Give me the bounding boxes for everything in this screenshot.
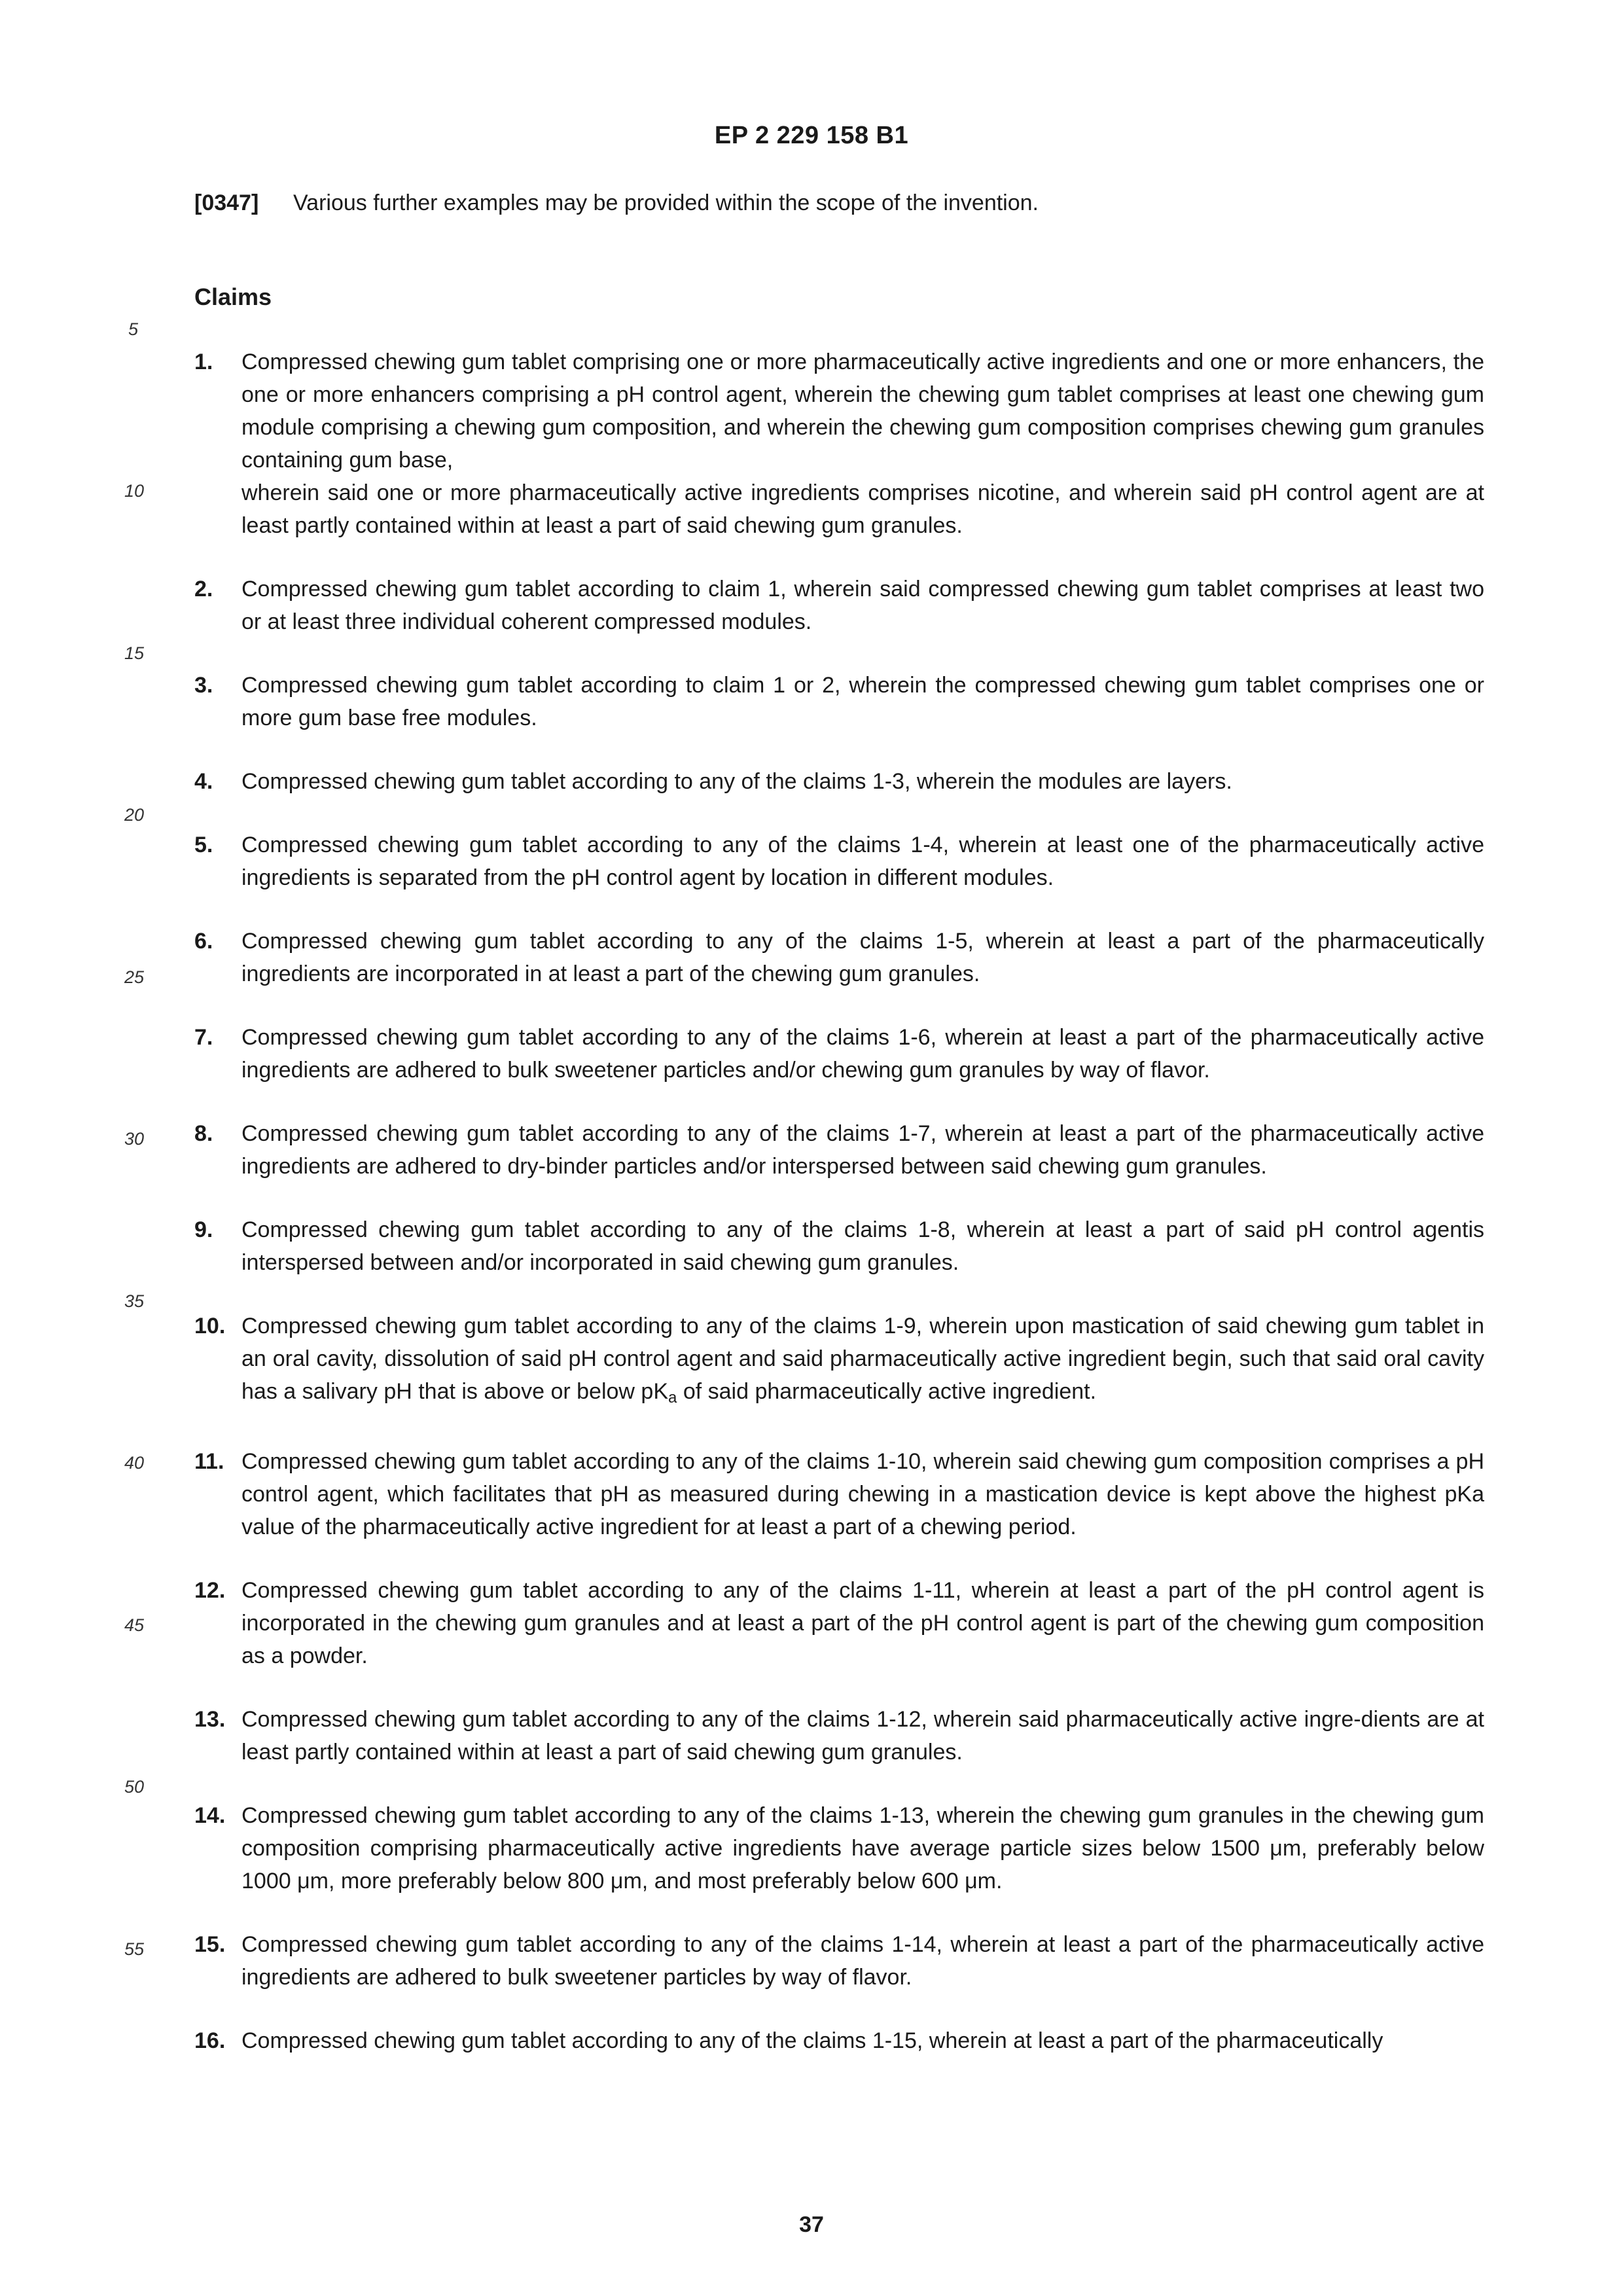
claim-item [194, 1445, 1484, 1543]
line-number: 10 [124, 481, 145, 501]
document-number-header: EP 2 229 158 B1 [714, 122, 909, 149]
line-number: 40 [124, 1453, 145, 1473]
subscript-a: a [668, 1389, 677, 1407]
claims-heading: Claims [194, 283, 272, 310]
line-number: 15 [124, 643, 145, 663]
claim-item [194, 1928, 1484, 1994]
claim-text: Compressed chewing gum tablet according to claim 1 or 2, wherein the compressed chewing gum tablet comprises one or more gum base free modules. [241, 673, 1484, 730]
claim-text: Compressed chewing gum tablet according to claim 1, wherein said compressed chewing gum tablet comprises at least two or at least three individual coherent compressed modules. [241, 577, 1484, 634]
claim-number: 6. [194, 929, 213, 954]
claim-item [194, 829, 1484, 894]
claim-text: Compressed chewing gum tablet according to any of the claims 1-15, wherein at least a part of the pharmaceutically [241, 2028, 1383, 2053]
claim-number: 2. [194, 577, 213, 601]
claim-text: Compressed chewing gum tablet according to any of the claims 1-4, wherein at least one of the pharmaceutically active ingredients is separated from the pH control agent by location in different modules. [241, 833, 1484, 890]
claim-number: 12. [194, 1578, 226, 1603]
claim-text: Compressed chewing gum tablet according to any of the claims 1-12, wherein said pharmaceutically active ingre-dients are at least partly contained within at least a part of said chewing gum granules. [241, 1707, 1484, 1765]
claim-number: 16. [194, 2028, 226, 2053]
claim-text: Compressed chewing gum tablet according to any of the claims 1-11, wherein at least a part of the pH control agent is incorporated in the chewing gum granules and at least a part of the pH control agent is part of the chewing gum composition as a powder. [241, 1578, 1484, 1668]
claim-item [194, 1117, 1484, 1183]
claim-number: 1. [194, 350, 213, 374]
claim-item [194, 1213, 1484, 1279]
line-number: 25 [124, 967, 145, 987]
claim-number: 5. [194, 833, 213, 857]
claim-number: 13. [194, 1707, 226, 1732]
claim-item [194, 346, 1484, 542]
claim-text: Compressed chewing gum tablet according to any of the claims 1-7, wherein at least a part of the pharmaceutically active ingredients are adhered to dry-binder particles and/or interspersed between said chewing gum granules. [241, 1121, 1484, 1179]
paragraph-number: [0347] [194, 190, 259, 215]
claim-item [194, 1799, 1484, 1897]
claim-number: 4. [194, 769, 213, 794]
claim-number: 9. [194, 1217, 213, 1242]
claim-number: 3. [194, 673, 213, 698]
line-number: 35 [124, 1291, 145, 1311]
paragraph-text: Various further examples may be provided within the scope of the invention. [293, 190, 1039, 215]
line-number: 30 [124, 1129, 145, 1149]
claim-item [194, 2024, 1484, 2057]
claim-text-after: of said pharmaceutically active ingredient. [677, 1379, 1097, 1404]
claim-text: Compressed chewing gum tablet according to any of the claims 1-5, wherein at least a part of the pharmaceutically ingredients are incorporated in at least a part of the chewing gum granules. [241, 929, 1484, 986]
claim-number: 15. [194, 1932, 226, 1957]
paragraph-0347 [194, 187, 1484, 219]
claim-number: 10. [194, 1314, 226, 1338]
claim-text [241, 1310, 1484, 1414]
claim-item [194, 1703, 1484, 1768]
claim-text: Compressed chewing gum tablet according to any of the claims 1-8, wherein at least a part of said pH control agentis interspersed between and/or incorporated in said chewing gum granules. [241, 1217, 1484, 1275]
claim-number: 11. [194, 1449, 224, 1474]
line-number: 45 [124, 1615, 145, 1635]
claim-item [194, 1310, 1484, 1414]
claim-number: 7. [194, 1025, 213, 1050]
claim-text: Compressed chewing gum tablet according to any of the claims 1-10, wherein said chewing gum composition comprises a pH control agent, which facilitates that pH as measured during chewing in a mastication device is kept above the highest pKa value of the pharmaceutically active ingredient for at least a part of a chewing period. [241, 1449, 1484, 1539]
claim-text-continued: wherein said one or more pharmaceutically active ingredients comprises nicotine, and wherein said pH control agent are at least partly contained within at least a part of said chewing gum granules. [241, 480, 1484, 538]
line-number: 5 [128, 319, 139, 339]
claim-item [194, 925, 1484, 990]
claim-item [194, 1574, 1484, 1672]
page-number: 37 [799, 2212, 824, 2237]
claim-text: Compressed chewing gum tablet according to any of the claims 1-3, wherein the modules are layers. [241, 769, 1232, 794]
claim-item [194, 765, 1484, 798]
claims-list [194, 346, 1484, 2057]
claim-text-main: Compressed chewing gum tablet according to any of the claims 1-9, wherein upon mastication of said chewing gum tablet in an oral cavity, dissolution of said pH control agent and said pharmaceutically active ingredient begin, such that said oral cavity has a salivary pH that is above or below pK [241, 1314, 1484, 1404]
claim-number: 8. [194, 1121, 213, 1146]
line-number: 20 [124, 805, 145, 825]
claim-text: Compressed chewing gum tablet according to any of the claims 1-13, wherein the chewing gum granules in the chewing gum composition comprising pharmaceutically active ingredients have average particle sizes below 1500 μm, preferably below 1000 μm, more preferably below 800 μm, and most preferably below 600 μm. [241, 1803, 1484, 1893]
claim-item [194, 669, 1484, 734]
line-number: 55 [124, 1939, 145, 1959]
claim-item [194, 573, 1484, 638]
claim-text: Compressed chewing gum tablet according to any of the claims 1-14, wherein at least a part of the pharmaceutically active ingredients are adhered to bulk sweetener particles by way of flavor. [241, 1932, 1484, 1990]
claim-text: Compressed chewing gum tablet comprising one or more pharmaceutically active ingredients and one or more enhancers, the one or more enhancers comprising a pH control agent, wherein the chewing gum tablet comprises at least one chewing gum module comprising a chewing gum composition, and wherein the chewing gum composition comprises chewing gum granules containing gum base, [241, 350, 1484, 473]
claim-item [194, 1021, 1484, 1086]
claim-text: Compressed chewing gum tablet according to any of the claims 1-6, wherein at least a part of the pharmaceutically active ingredients are adhered to bulk sweetener particles and/or chewing gum granules by way of flavor. [241, 1025, 1484, 1083]
line-number: 50 [124, 1777, 145, 1797]
claim-number: 14. [194, 1803, 226, 1828]
